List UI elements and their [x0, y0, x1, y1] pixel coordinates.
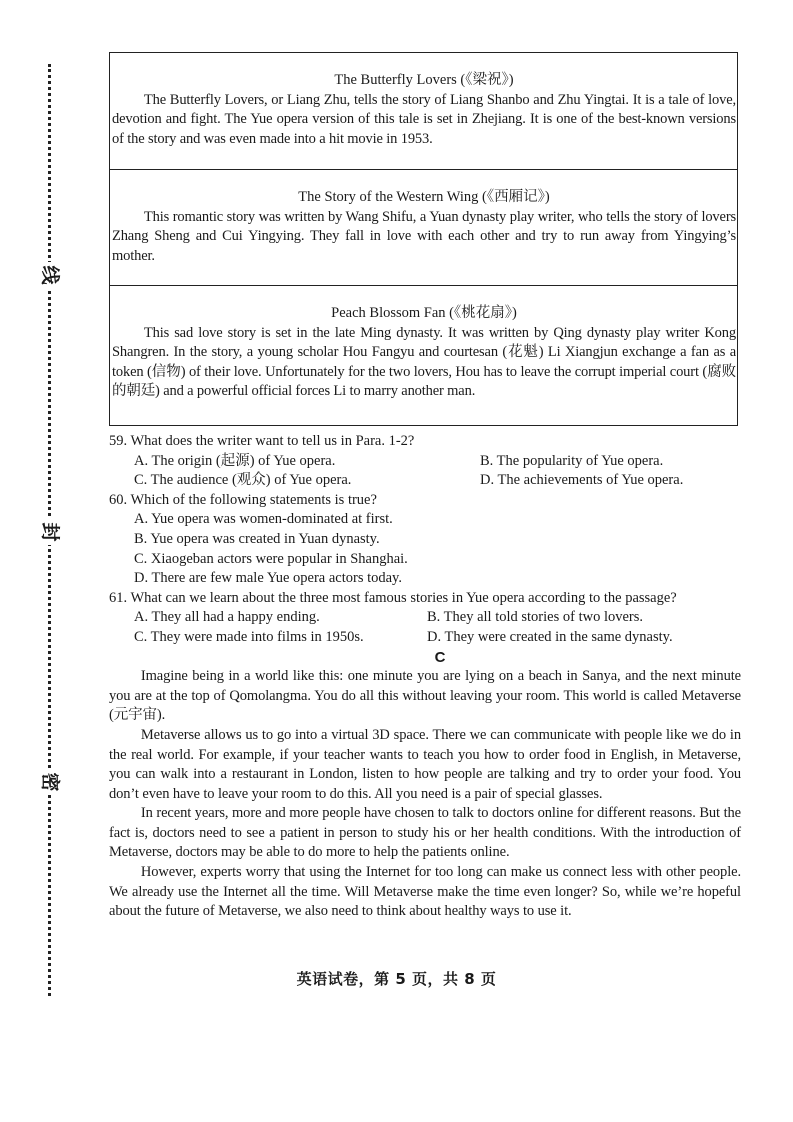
- options: [134, 608, 741, 647]
- option-a: A. They all had a happy ending.: [134, 609, 320, 626]
- binding-mark-mi: 密: [36, 769, 62, 795]
- binding-mark-feng: 封: [36, 519, 62, 545]
- option-b: B. The popularity of Yue opera.: [480, 452, 664, 469]
- question-61: [109, 589, 741, 648]
- main-content: [109, 432, 741, 922]
- passage-paragraph: Imagine being in a world like this: one minute you are lying on a beach in Sanya, and the next minute you are at the top of Qomolangma. You do all this without leaving your room. This world is called Metaverse (元宇宙).: [109, 668, 741, 724]
- binding-mark-xian: 线: [36, 262, 62, 288]
- option-c: C. Xiaogeban actors were popular in Shanghai.: [134, 550, 408, 567]
- stories-table: [109, 52, 738, 426]
- option-d: D. They were created in the same dynasty.: [427, 628, 673, 645]
- option-a: A. The origin (起源) of Yue opera.: [134, 452, 336, 469]
- question-stem: 60. Which of the following statements is true?: [109, 491, 377, 508]
- question-stem: 61. What can we learn about the three most famous stories in Yue opera according to the passage?: [109, 589, 677, 606]
- story-cell-butterfly-lovers: [110, 53, 737, 170]
- option-a: A. Yue opera was women-dominated at first.: [134, 511, 393, 528]
- option-d: D. The achievements of Yue opera.: [480, 472, 684, 489]
- passage-paragraph: Metaverse allows us to go into a virtual 3D space. There we can communicate with people like we do in the real world. For example, if your teacher wants to teach you how to order food in English, in Metaverse, you can walk into a restaurant in London, listen to how people are talking and try to order your food. You don’t even have to leave your room to do this. All you need is a pair of special glasses.: [109, 726, 741, 802]
- story-cell-peach-blossom-fan: [110, 286, 737, 425]
- page-footer: 英语试卷，第 5 页，共 8 页: [296, 970, 497, 988]
- story-body: This sad love story is set in the late Ming dynasty. It was written by Qing dynasty play writer Kong Shangren. In the story, a young scholar Hou Fangyu and courtesan (花魁) Li Xiangjun exchange a fan as a token (信物) of their love. Unfortunately for the two lovers, Hou has to leave the corrupt imperial court (腐败的朝廷) and a powerful official forces Li to marry another man.: [112, 324, 736, 399]
- passage-paragraph: In recent years, more and more people have chosen to talk to doctors online for different reasons. But the fact is, doctors need to see a patient in person to study his or her health conditions. With the introduction of Metaverse, doctors may be able to do more to help the patients online.: [109, 805, 741, 861]
- option-b: B. They all told stories of two lovers.: [427, 609, 643, 626]
- options: [134, 510, 741, 588]
- story-cell-western-wing: [110, 170, 737, 286]
- passage-c: [109, 667, 741, 922]
- story-body: The Butterfly Lovers, or Liang Zhu, tells the story of Liang Shanbo and Zhu Yingtai. It is a tale of love, devotion and fight. The Yue opera version of this tale is set in Zhejiang. It is one of the best-known versions of the story and was even made into a hit movie in 1953.: [112, 91, 736, 147]
- story-title: Peach Blossom Fan (《桃花扇》): [331, 305, 517, 321]
- question-stem: 59. What does the writer want to tell us in Para. 1-2?: [109, 433, 415, 449]
- passage-paragraph: However, experts worry that using the Internet for too long can make us connect less with other people. We already use the Internet all the time. Will Metaverse make the time even longer? So, while we’re hopeful about the future of Metaverse, we also need to think about healthy ways to use it.: [109, 864, 741, 920]
- question-60: [109, 491, 741, 589]
- story-body: This romantic story was written by Wang Shifu, a Yuan dynasty play writer, who tells the story of lovers Zhang Sheng and Cui Yingying. They fall in love with each other and try to run away from Yingying’s mother.: [112, 208, 736, 264]
- options: [134, 452, 741, 491]
- option-d: D. There are few male Yue opera actors today.: [134, 570, 402, 587]
- story-title: The Story of the Western Wing (《西厢记》): [298, 189, 550, 205]
- option-c: C. They were made into films in 1950s.: [134, 628, 364, 645]
- option-c: C. The audience (观众) of Yue opera.: [134, 472, 352, 489]
- story-title: The Butterfly Lovers (《梁祝》): [334, 72, 514, 88]
- question-59: [109, 432, 741, 491]
- option-b: B. Yue opera was created in Yuan dynasty.: [134, 530, 380, 547]
- section-label: C: [434, 648, 446, 666]
